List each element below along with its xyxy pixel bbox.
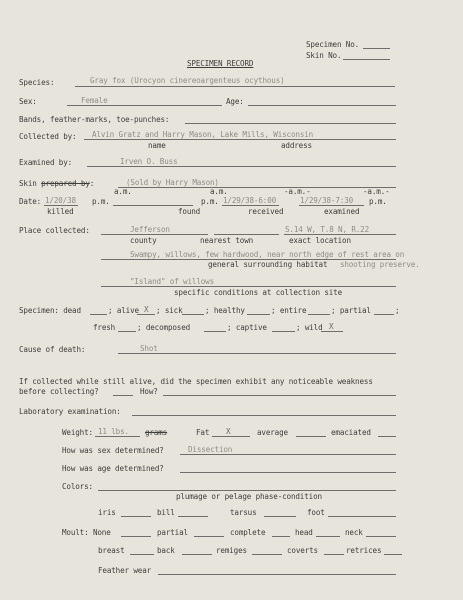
date-pm-1: p.m. bbox=[92, 197, 110, 206]
before-collecting-label: before collecting? bbox=[19, 387, 99, 396]
moult-complete-label: complete bbox=[230, 528, 266, 537]
bands-field[interactable] bbox=[185, 123, 396, 124]
colors-label: Colors: bbox=[62, 482, 93, 491]
moult-remiges-field[interactable] bbox=[252, 554, 282, 555]
partial-semi: ; bbox=[395, 306, 400, 315]
specimen-dead-label: Specimen: dead bbox=[19, 306, 81, 315]
captive-field[interactable] bbox=[272, 331, 295, 332]
iris-label: iris bbox=[98, 508, 116, 517]
moult-head-label: head bbox=[295, 528, 313, 537]
sex-determined-label: How was sex determined? bbox=[62, 446, 164, 455]
how-field[interactable] bbox=[163, 395, 396, 396]
examined-by-label: Examined by: bbox=[19, 158, 73, 167]
species-field[interactable] bbox=[75, 86, 395, 87]
collected-by-value: Alvin Gratz and Harry Mason, Lake Mills, Wisconsin bbox=[92, 130, 314, 139]
habitat-extra: shooting preserve. bbox=[340, 260, 420, 269]
county-value: Jefferson bbox=[130, 225, 170, 234]
emaciated-label: emaciated bbox=[331, 428, 371, 437]
dead-field[interactable] bbox=[90, 314, 107, 315]
tarsus-label: tarsus bbox=[230, 508, 257, 517]
decomposed-label: ; decomposed bbox=[137, 323, 191, 332]
iris-field[interactable] bbox=[121, 516, 151, 517]
moult-none-field[interactable] bbox=[121, 536, 151, 537]
grams-label: grams bbox=[145, 428, 168, 437]
weakness-answer-field[interactable] bbox=[113, 395, 133, 396]
moult-back-field[interactable] bbox=[182, 554, 212, 555]
age-label: Age: bbox=[226, 97, 244, 106]
emaciated-field[interactable] bbox=[378, 436, 396, 437]
town-field[interactable] bbox=[214, 234, 279, 235]
partial-label: ; partial bbox=[331, 306, 371, 315]
examined-by-value: Irven O. Buss bbox=[120, 157, 178, 166]
moult-coverts-label: coverts bbox=[287, 546, 318, 555]
entire-field[interactable] bbox=[308, 314, 330, 315]
feather-wear-label: Feather wear bbox=[98, 566, 152, 575]
cause-label: Cause of death: bbox=[19, 345, 86, 354]
skin-field[interactable] bbox=[118, 187, 396, 188]
wild-mark: X bbox=[329, 322, 334, 331]
captive-label: ; captive bbox=[227, 323, 267, 332]
laboratory-field[interactable] bbox=[132, 415, 396, 416]
town-caption: nearest town bbox=[200, 236, 254, 245]
foot-field[interactable] bbox=[328, 516, 396, 517]
cause-value: Shot bbox=[140, 344, 158, 353]
date-received-field[interactable] bbox=[222, 205, 279, 206]
conditions-value: "Island" of willows bbox=[130, 277, 215, 286]
date-am-3: -a.m.- bbox=[284, 187, 311, 196]
species-label: Species: bbox=[19, 78, 55, 87]
sex-determined-field[interactable] bbox=[180, 454, 396, 455]
conditions-field[interactable] bbox=[101, 286, 396, 287]
date-killed-field[interactable] bbox=[44, 205, 78, 206]
location-caption: exact location bbox=[289, 236, 351, 245]
date-killed-value: 1/20/38 bbox=[45, 196, 76, 205]
sex-value: Female bbox=[81, 96, 108, 105]
healthy-field[interactable] bbox=[247, 314, 270, 315]
wild-field[interactable] bbox=[321, 331, 343, 332]
weight-field[interactable] bbox=[95, 436, 140, 437]
date-label: Date: bbox=[19, 197, 42, 206]
date-pm-2: p.m. bbox=[201, 197, 219, 206]
age-determined-field[interactable] bbox=[180, 472, 396, 473]
location-field[interactable] bbox=[284, 234, 396, 235]
moult-complete-field[interactable] bbox=[272, 536, 290, 537]
date-am-2: a.m. bbox=[210, 187, 228, 196]
moult-remiges-label: remiges bbox=[216, 546, 247, 555]
bill-field[interactable] bbox=[178, 516, 208, 517]
form-title: SPECIMEN RECORD bbox=[187, 59, 254, 68]
tarsus-field[interactable] bbox=[264, 516, 296, 517]
moult-back-label: back bbox=[157, 546, 175, 555]
county-caption: county bbox=[130, 236, 157, 245]
fat-mark: X bbox=[226, 427, 231, 436]
alive-mark: X bbox=[144, 305, 149, 314]
moult-breast-label: breast bbox=[98, 546, 125, 555]
moult-neck-field[interactable] bbox=[366, 536, 396, 537]
weakness-question: If collected while still alive, did the specimen exhibit any noticeable weakness bbox=[19, 377, 373, 386]
habitat-caption: general surrounding habitat bbox=[208, 260, 328, 269]
specimen-no-label: Specimen No. bbox=[306, 40, 360, 49]
bill-label: bill bbox=[157, 508, 175, 517]
examined-by-field[interactable] bbox=[87, 166, 396, 167]
alive-label: ; alive bbox=[108, 306, 139, 315]
weight-value: 11 lbs. bbox=[98, 427, 129, 436]
moult-partial-field[interactable] bbox=[194, 536, 224, 537]
skin-no-field[interactable] bbox=[343, 59, 390, 60]
age-determined-label: How was age determined? bbox=[62, 464, 164, 473]
alive-field[interactable] bbox=[137, 314, 155, 315]
weight-label: Weight: bbox=[62, 428, 93, 437]
date-am-4: -a.m.- bbox=[363, 187, 390, 196]
entire-label: ; entire bbox=[271, 306, 307, 315]
decomposed-field[interactable] bbox=[204, 331, 226, 332]
laboratory-label: Laboratory examination: bbox=[19, 407, 121, 416]
specimen-no-field[interactable] bbox=[363, 48, 390, 49]
moult-retrices-label: retrices bbox=[346, 546, 382, 555]
species-value: Gray fox (Urocyon cinereoargenteus ocythous) bbox=[90, 76, 285, 85]
average-label: average bbox=[257, 428, 288, 437]
fresh-label: fresh bbox=[93, 323, 116, 332]
fat-field[interactable] bbox=[212, 436, 250, 437]
date-am-1: a.m. bbox=[114, 187, 132, 196]
date-received-value: 1/29/38-6:00 bbox=[223, 196, 277, 205]
moult-retrices-field[interactable] bbox=[384, 554, 402, 555]
found-caption: found bbox=[178, 207, 201, 216]
moult-partial-label: partial bbox=[157, 528, 188, 537]
conditions-caption: specific conditions at collection site bbox=[174, 288, 343, 297]
partial-field[interactable] bbox=[374, 314, 394, 315]
habitat-value: Swampy, willows, few hardwood, near north edge of rest area on bbox=[130, 250, 405, 259]
foot-label: foot bbox=[307, 508, 325, 517]
date-pm-4: p.m. bbox=[369, 197, 387, 206]
skin-label: Skin prepared by: bbox=[19, 179, 95, 188]
date-found-field[interactable] bbox=[113, 205, 193, 206]
feather-wear-field[interactable] bbox=[158, 574, 396, 575]
location-value: S.14 W, T.8 N, R.22 bbox=[285, 225, 370, 234]
bands-label: Bands, feather-marks, toe-punches: bbox=[19, 115, 170, 124]
moult-coverts-field[interactable] bbox=[324, 554, 344, 555]
sick-label: ; sick bbox=[156, 306, 183, 315]
skin-no-label: Skin No. bbox=[306, 51, 342, 60]
address-caption: address bbox=[281, 141, 312, 150]
moult-head-field[interactable] bbox=[316, 536, 340, 537]
fresh-field[interactable] bbox=[118, 331, 136, 332]
sex-field[interactable] bbox=[67, 105, 222, 106]
skin-value: (Sold by Harry Mason) bbox=[126, 178, 219, 187]
age-field[interactable] bbox=[248, 105, 396, 106]
killed-caption: killed bbox=[47, 207, 74, 216]
how-label: How? bbox=[140, 387, 158, 396]
collected-by-field[interactable] bbox=[84, 139, 396, 140]
date-examined-field[interactable] bbox=[299, 205, 364, 206]
healthy-label: ; healthy bbox=[205, 306, 245, 315]
sex-label: Sex: bbox=[19, 97, 37, 106]
place-label: Place collected: bbox=[19, 226, 90, 235]
fat-label: Fat bbox=[196, 428, 210, 437]
examined-caption: examined bbox=[324, 207, 360, 216]
colors-field[interactable] bbox=[98, 490, 396, 491]
sick-field[interactable] bbox=[182, 314, 204, 315]
collected-by-label: Collected by: bbox=[19, 132, 77, 141]
moult-none-label: Moult: None bbox=[62, 528, 111, 537]
name-caption: name bbox=[148, 141, 166, 150]
cause-field[interactable] bbox=[118, 353, 396, 354]
moult-neck-label: neck bbox=[345, 528, 363, 537]
county-field[interactable] bbox=[101, 234, 208, 235]
average-field[interactable] bbox=[296, 436, 326, 437]
plumage-caption: plumage or pelage phase-condition bbox=[176, 492, 322, 501]
moult-breast-field[interactable] bbox=[130, 554, 154, 555]
date-examined-value: 1/29/38-7:30 bbox=[300, 196, 354, 205]
sex-determined-value: Dissection bbox=[188, 445, 233, 454]
wild-label: ; wild bbox=[296, 323, 323, 332]
received-caption: received bbox=[248, 207, 284, 216]
